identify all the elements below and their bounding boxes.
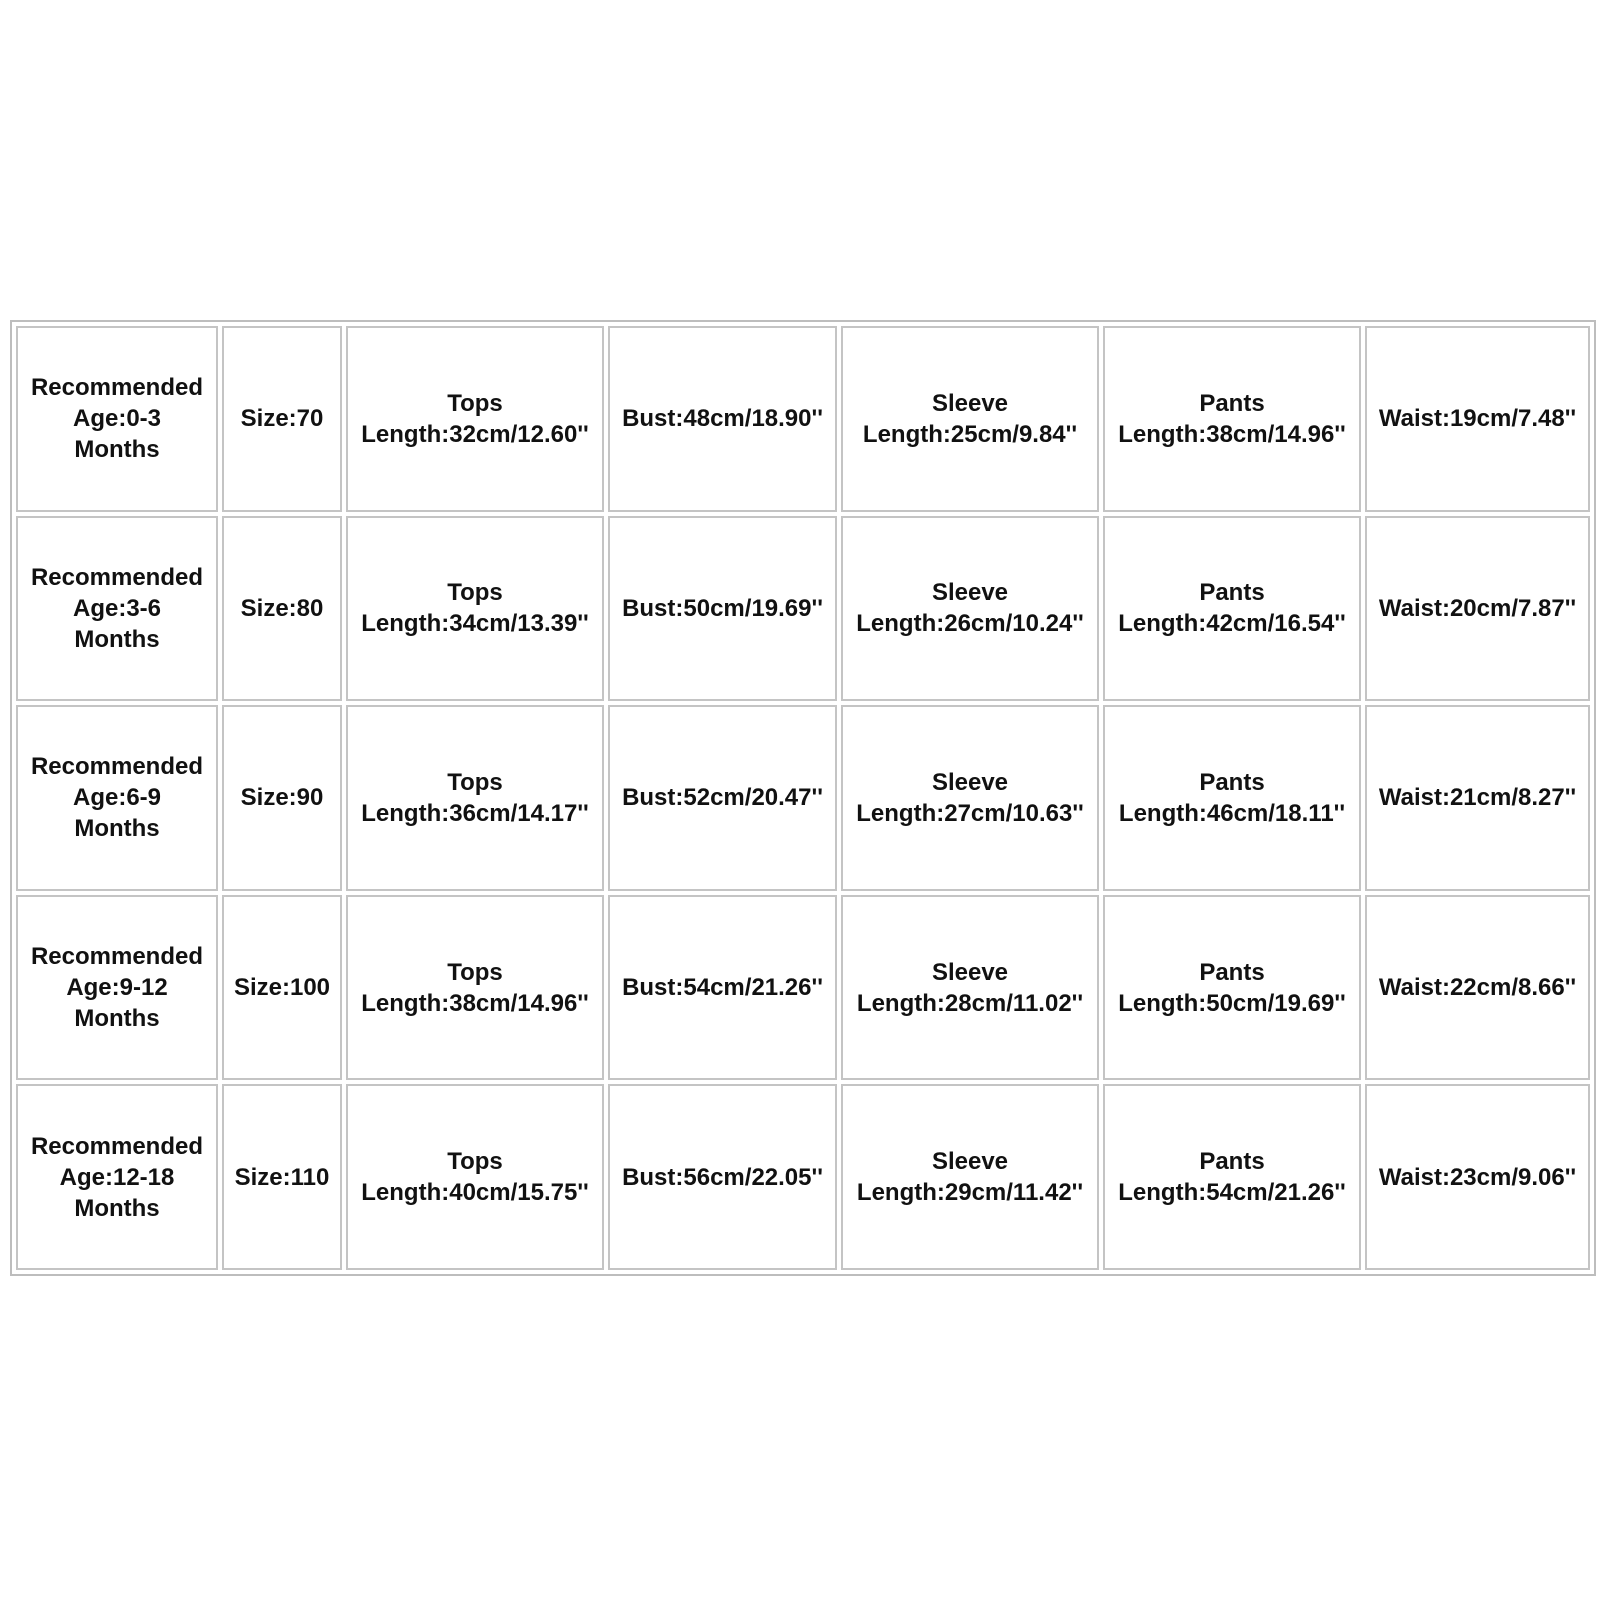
sleeve-length-cell: Sleeve Length:25cm/9.84'' bbox=[841, 326, 1099, 512]
tops-length-cell: Tops Length:32cm/12.60'' bbox=[346, 326, 604, 512]
pants-length-cell: Pants Length:46cm/18.11'' bbox=[1103, 705, 1361, 891]
waist-cell: Waist:19cm/7.48'' bbox=[1365, 326, 1590, 512]
age-cell: Recommended Age:0-3 Months bbox=[16, 326, 218, 512]
size-cell: Size:100 bbox=[222, 895, 342, 1081]
size-cell: Size:90 bbox=[222, 705, 342, 891]
bust-cell: Bust:52cm/20.47'' bbox=[608, 705, 837, 891]
pants-length-cell: Pants Length:50cm/19.69'' bbox=[1103, 895, 1361, 1081]
sleeve-length-cell: Sleeve Length:29cm/11.42'' bbox=[841, 1084, 1099, 1270]
pants-length-cell: Pants Length:54cm/21.26'' bbox=[1103, 1084, 1361, 1270]
size-cell: Size:110 bbox=[222, 1084, 342, 1270]
pants-length-cell: Pants Length:38cm/14.96'' bbox=[1103, 326, 1361, 512]
table-row bbox=[16, 326, 1590, 512]
sleeve-length-cell: Sleeve Length:27cm/10.63'' bbox=[841, 705, 1099, 891]
tops-length-cell: Tops Length:36cm/14.17'' bbox=[346, 705, 604, 891]
bust-cell: Bust:56cm/22.05'' bbox=[608, 1084, 837, 1270]
sleeve-length-cell: Sleeve Length:26cm/10.24'' bbox=[841, 516, 1099, 702]
age-cell: Recommended Age:12-18 Months bbox=[16, 1084, 218, 1270]
age-cell: Recommended Age:6-9 Months bbox=[16, 705, 218, 891]
waist-cell: Waist:23cm/9.06'' bbox=[1365, 1084, 1590, 1270]
waist-cell: Waist:21cm/8.27'' bbox=[1365, 705, 1590, 891]
bust-cell: Bust:50cm/19.69'' bbox=[608, 516, 837, 702]
waist-cell: Waist:20cm/7.87'' bbox=[1365, 516, 1590, 702]
size-cell: Size:70 bbox=[222, 326, 342, 512]
table-row bbox=[16, 1084, 1590, 1270]
age-cell: Recommended Age:9-12 Months bbox=[16, 895, 218, 1081]
table-row bbox=[16, 705, 1590, 891]
bust-cell: Bust:48cm/18.90'' bbox=[608, 326, 837, 512]
sleeve-length-cell: Sleeve Length:28cm/11.02'' bbox=[841, 895, 1099, 1081]
table-row bbox=[16, 516, 1590, 702]
size-cell: Size:80 bbox=[222, 516, 342, 702]
waist-cell: Waist:22cm/8.66'' bbox=[1365, 895, 1590, 1081]
age-cell: Recommended Age:3-6 Months bbox=[16, 516, 218, 702]
pants-length-cell: Pants Length:42cm/16.54'' bbox=[1103, 516, 1361, 702]
size-chart-table bbox=[10, 320, 1596, 1276]
tops-length-cell: Tops Length:40cm/15.75'' bbox=[346, 1084, 604, 1270]
bust-cell: Bust:54cm/21.26'' bbox=[608, 895, 837, 1081]
tops-length-cell: Tops Length:34cm/13.39'' bbox=[346, 516, 604, 702]
table-row bbox=[16, 895, 1590, 1081]
tops-length-cell: Tops Length:38cm/14.96'' bbox=[346, 895, 604, 1081]
size-chart-body bbox=[16, 326, 1590, 1270]
